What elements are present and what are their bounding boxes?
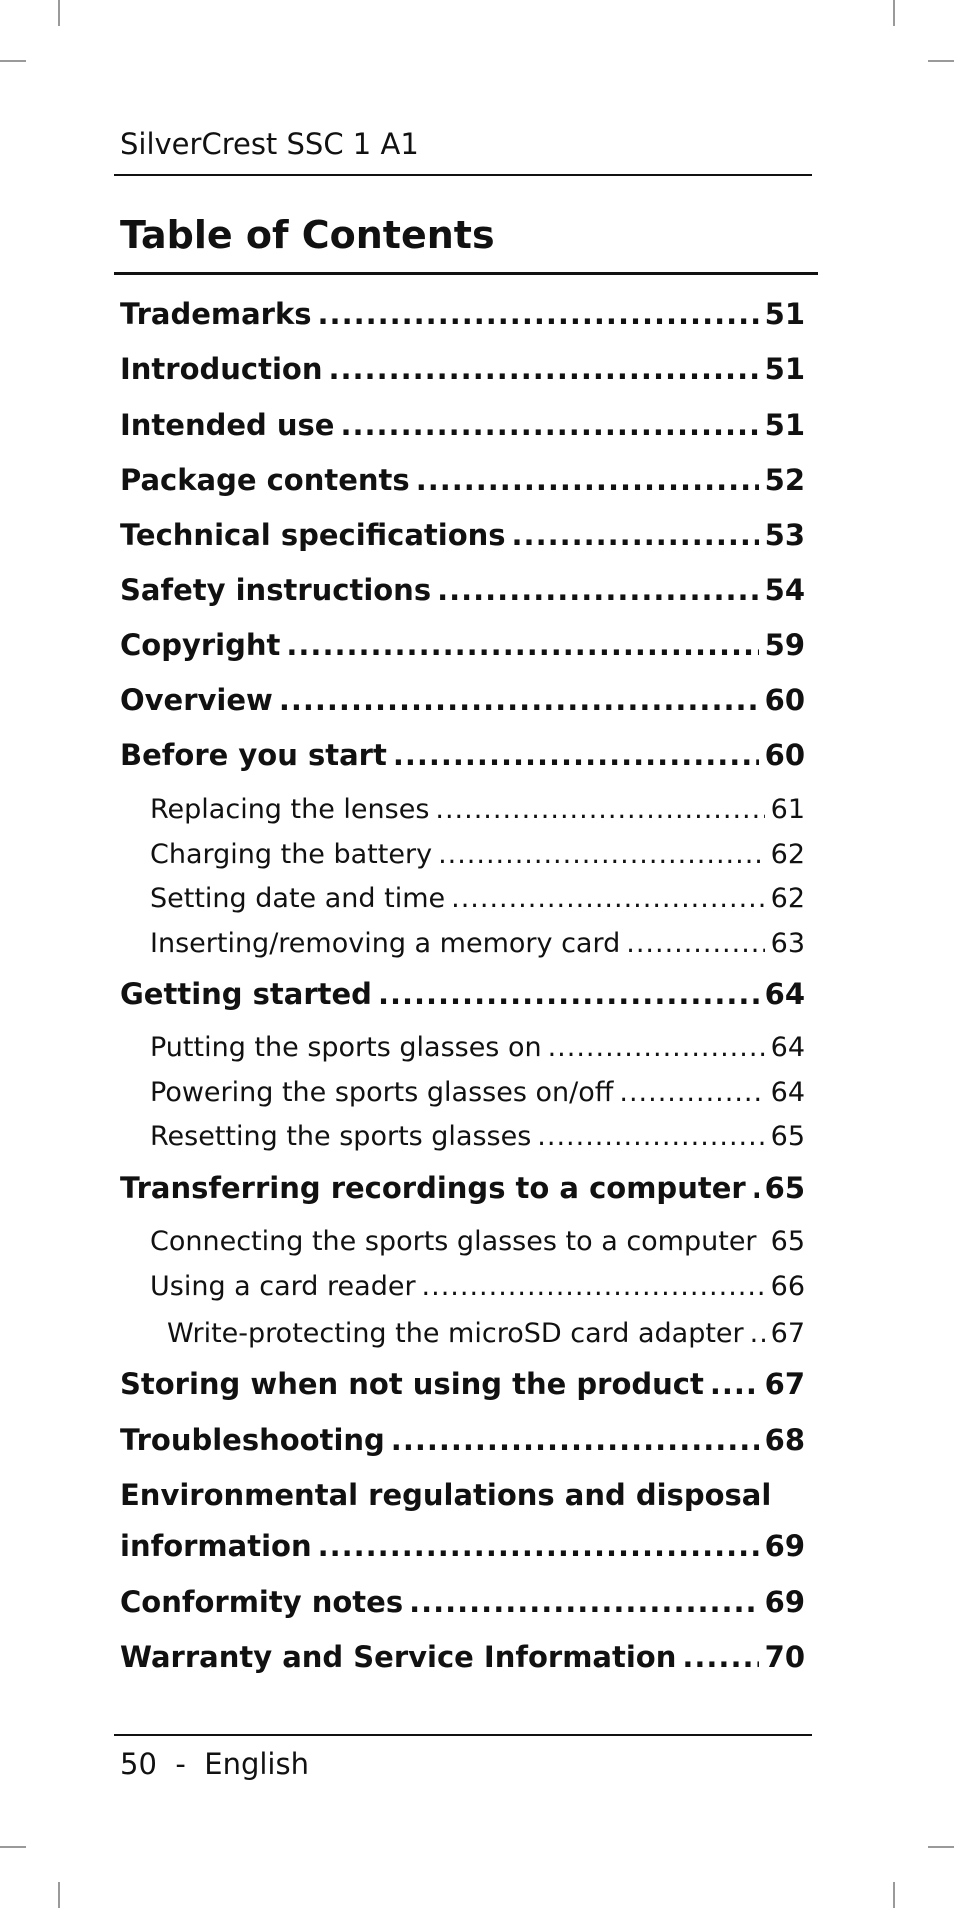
toc-leader-dots bbox=[318, 292, 759, 336]
footer-language: English bbox=[204, 1747, 309, 1781]
toc-entry-title: Transferring recordings to a computer bbox=[120, 1171, 746, 1205]
toc-leader-dots bbox=[340, 403, 758, 447]
toc-entry-title: Replacing the lenses bbox=[150, 794, 430, 825]
toc-entry[interactable] bbox=[150, 877, 805, 921]
toc-entry[interactable] bbox=[150, 1026, 805, 1070]
toc-leader-dots bbox=[409, 1580, 759, 1624]
toc-entry-title: Technical specifications bbox=[120, 518, 506, 552]
toc-entry[interactable] bbox=[120, 972, 805, 1016]
toc-entry-title: Powering the sports glasses on/off bbox=[150, 1077, 614, 1108]
toc-entry-title: Intended use bbox=[120, 408, 335, 442]
toc-page-number: 54 bbox=[764, 573, 805, 607]
toc-leader-dots bbox=[329, 347, 759, 391]
toc-entry-title: Trademarks bbox=[120, 297, 312, 331]
toc-leader-dots bbox=[391, 1418, 759, 1462]
toc-leader-dots bbox=[422, 1265, 765, 1309]
toc-leader-dots bbox=[710, 1362, 759, 1406]
toc-entry[interactable] bbox=[150, 922, 805, 966]
toc-page-number: 51 bbox=[764, 408, 805, 442]
toc-page-number: 69 bbox=[764, 1585, 805, 1619]
toc-entry[interactable] bbox=[120, 568, 805, 612]
toc-page-number: 64 bbox=[770, 1077, 805, 1108]
toc-entry[interactable] bbox=[150, 1220, 805, 1264]
toc-page-number: 53 bbox=[764, 518, 805, 552]
toc-page-number: 52 bbox=[764, 463, 805, 497]
toc-page-number: 67 bbox=[770, 1318, 805, 1349]
toc-entry-title: Warranty and Service Information bbox=[120, 1640, 677, 1674]
toc-entry[interactable] bbox=[120, 458, 805, 502]
toc-entry[interactable] bbox=[150, 1071, 805, 1115]
toc-page-number: 51 bbox=[764, 352, 805, 386]
toc-leader-dots bbox=[752, 1166, 759, 1210]
toc-leader-dots bbox=[416, 458, 759, 502]
toc-entry[interactable] bbox=[120, 1524, 805, 1568]
toc-page-number: 62 bbox=[770, 839, 805, 870]
toc-entry[interactable] bbox=[120, 678, 805, 722]
toc-entry[interactable] bbox=[120, 1635, 805, 1679]
toc-entry-title: Environmental regulations and disposal bbox=[120, 1478, 772, 1512]
toc-page-number: 62 bbox=[770, 883, 805, 914]
toc-page-number: 59 bbox=[764, 628, 805, 662]
toc-page-number: 51 bbox=[764, 297, 805, 331]
toc-entry-title: Conformity notes bbox=[120, 1585, 404, 1619]
toc-leader-dots bbox=[438, 833, 765, 877]
toc-page-number: 64 bbox=[764, 977, 805, 1011]
toc-page-number: 66 bbox=[770, 1271, 805, 1302]
toc-entry[interactable] bbox=[120, 623, 805, 667]
toc-entry-title: information bbox=[120, 1529, 312, 1563]
toc-leader-dots bbox=[451, 877, 765, 921]
toc-page-number: 65 bbox=[770, 1121, 805, 1152]
toc-entry[interactable] bbox=[167, 1312, 805, 1356]
toc-page-number: 65 bbox=[770, 1226, 805, 1257]
toc-leader-dots bbox=[318, 1524, 759, 1568]
toc-entry[interactable] bbox=[150, 1115, 805, 1159]
toc-entry[interactable] bbox=[120, 1473, 805, 1517]
toc-leader-dots bbox=[279, 678, 759, 722]
toc-entry[interactable] bbox=[120, 1418, 805, 1462]
toc-entry[interactable] bbox=[120, 1362, 805, 1406]
toc-entry-title: Resetting the sports glasses bbox=[150, 1121, 532, 1152]
toc-leader-dots bbox=[378, 972, 759, 1016]
toc-page-number: 68 bbox=[764, 1423, 805, 1457]
toc-entry[interactable] bbox=[120, 513, 805, 557]
toc-entry-title: Storing when not using the product bbox=[120, 1367, 704, 1401]
toc-entry-title: Package contents bbox=[120, 463, 410, 497]
footer-separator: - bbox=[175, 1747, 186, 1781]
toc-page-number: 63 bbox=[770, 928, 805, 959]
toc-leader-dots bbox=[548, 1026, 765, 1070]
toc-entry-title: Charging the battery bbox=[150, 839, 433, 870]
toc-entry-title: Introduction bbox=[120, 352, 323, 386]
toc-entry[interactable] bbox=[120, 1580, 805, 1624]
running-header: SilverCrest SSC 1 A1 bbox=[120, 127, 419, 161]
toc-entry-title: Setting date and time bbox=[150, 883, 446, 914]
toc-page-number: 70 bbox=[764, 1640, 805, 1674]
toc-entry-title: Write-protecting the microSD card adapter bbox=[167, 1318, 744, 1349]
toc-page-number: 69 bbox=[764, 1529, 805, 1563]
toc-page-number: 67 bbox=[764, 1367, 805, 1401]
toc-entry-title: Getting started bbox=[120, 977, 372, 1011]
toc-page-number: 60 bbox=[764, 738, 805, 772]
toc-page-number: 61 bbox=[770, 794, 805, 825]
toc-entry-title: Inserting/removing a memory card bbox=[150, 928, 621, 959]
page-title: Table of Contents bbox=[120, 213, 495, 257]
toc-entry-title: Copyright bbox=[120, 628, 281, 662]
toc-leader-dots bbox=[286, 623, 758, 667]
toc-entry-title: Overview bbox=[120, 683, 273, 717]
toc-entry-title: Troubleshooting bbox=[120, 1423, 385, 1457]
toc-leader-dots bbox=[512, 513, 759, 557]
toc-leader-dots bbox=[435, 788, 764, 832]
toc-leader-dots bbox=[537, 1115, 764, 1159]
toc-page-number: 64 bbox=[770, 1032, 805, 1063]
toc-leader-dots bbox=[682, 1635, 758, 1679]
toc-leader-dots bbox=[763, 1220, 765, 1264]
toc-entry[interactable] bbox=[150, 833, 805, 877]
toc-page-number: 60 bbox=[764, 683, 805, 717]
toc-leader-dots bbox=[750, 1312, 765, 1356]
toc-entry[interactable] bbox=[150, 788, 805, 832]
toc-entry-title: Connecting the sports glasses to a computer bbox=[150, 1226, 757, 1257]
page-footer bbox=[120, 1744, 309, 1784]
toc-leader-dots bbox=[393, 733, 759, 777]
toc-entry[interactable] bbox=[120, 292, 805, 336]
toc-leader-dots bbox=[437, 568, 759, 612]
toc-entry-title: Safety instructions bbox=[120, 573, 432, 607]
footer-page-number: 50 bbox=[120, 1747, 157, 1781]
toc-entry[interactable] bbox=[120, 733, 805, 777]
toc-leader-dots bbox=[626, 922, 764, 966]
toc-entry-title: Putting the sports glasses on bbox=[150, 1032, 542, 1063]
toc-leader-dots bbox=[619, 1071, 764, 1115]
toc-entry[interactable] bbox=[120, 1166, 805, 1210]
toc-entry[interactable] bbox=[120, 347, 805, 391]
toc-entry-title: Before you start bbox=[120, 738, 387, 772]
toc-entry[interactable] bbox=[120, 403, 805, 447]
toc-entry-title: Using a card reader bbox=[150, 1271, 416, 1302]
footer-rule bbox=[114, 1734, 812, 1736]
toc-page-number: 65 bbox=[764, 1171, 805, 1205]
toc-entry[interactable] bbox=[150, 1265, 805, 1309]
